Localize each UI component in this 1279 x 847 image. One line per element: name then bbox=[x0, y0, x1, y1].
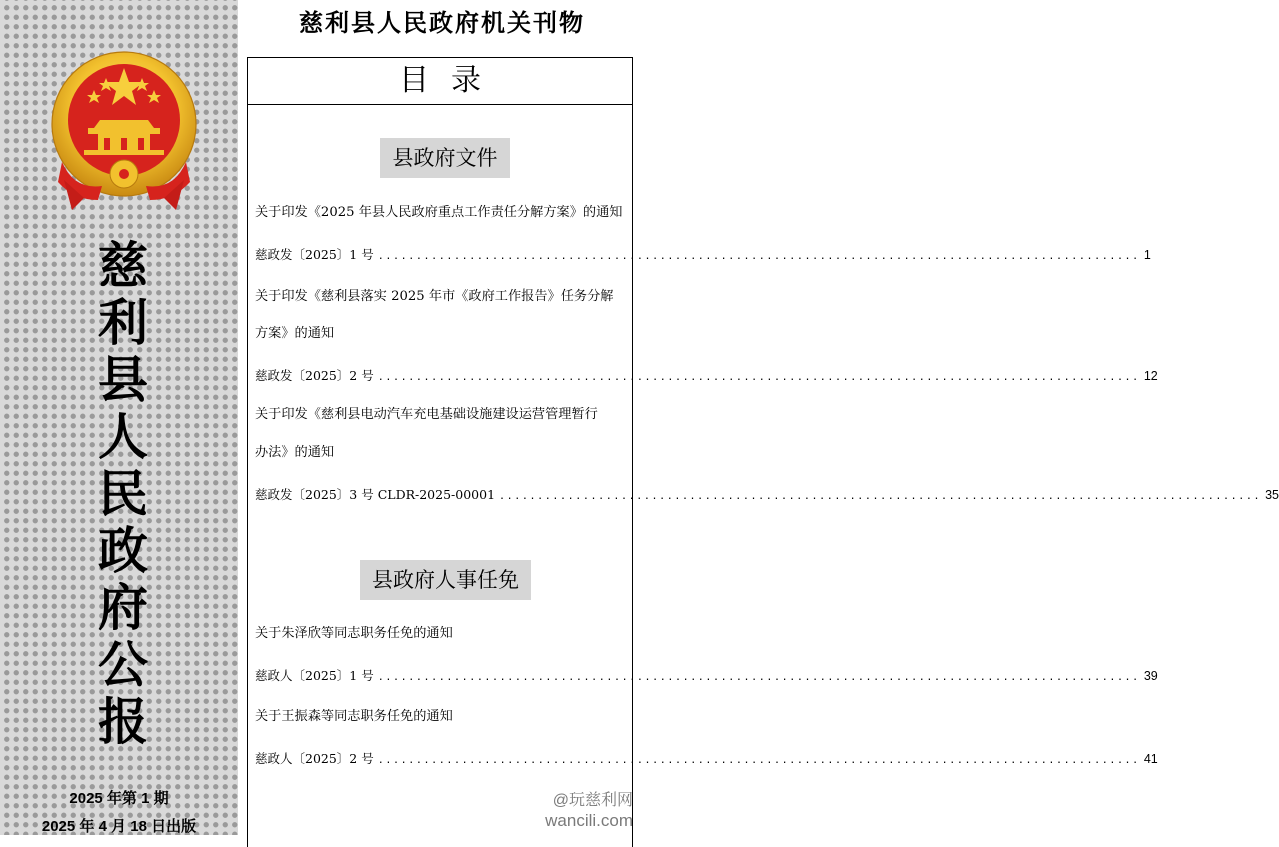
toc-title: 目录 bbox=[248, 58, 632, 105]
watermark-line2: wancili.com bbox=[545, 811, 633, 830]
toc-entry-title-cont[interactable]: 方案》的通知 bbox=[255, 326, 335, 341]
title-char: 利 bbox=[98, 294, 148, 352]
leader-dots: .................................................................................................... bbox=[377, 672, 1140, 683]
page-number: 12 bbox=[1143, 369, 1158, 383]
leader-dots: .................................................................................................... bbox=[377, 755, 1140, 766]
title-char: 报 bbox=[98, 693, 148, 751]
national-emblem-icon bbox=[44, 50, 204, 212]
title-char: 政 bbox=[98, 522, 148, 580]
section-heading: 县政府人事任免 bbox=[360, 560, 531, 600]
toc-entry-ref[interactable] bbox=[255, 667, 1158, 687]
cover-side-panel bbox=[0, 0, 238, 835]
doc-number: 慈政发〔2025〕3 号 CLDR-2025-00001 bbox=[255, 487, 496, 502]
toc-entry-title[interactable]: 关于印发《慈利县落实 2025 年市《政府工作报告》任务分解 bbox=[255, 289, 614, 304]
doc-number: 慈政人〔2025〕1 号 bbox=[255, 668, 374, 683]
site-watermark bbox=[545, 791, 633, 831]
doc-number: 慈政人〔2025〕2 号 bbox=[255, 751, 374, 766]
title-char: 民 bbox=[98, 465, 148, 523]
issue-date: 2025 年 4 月 18 日出版 bbox=[41, 818, 197, 835]
page-number: 1 bbox=[1143, 248, 1151, 262]
leader-dots: .................................................................................................... bbox=[499, 491, 1262, 502]
bulletin-vertical-title bbox=[84, 238, 162, 751]
title-char: 公 bbox=[98, 636, 148, 694]
page-number: 41 bbox=[1143, 752, 1158, 766]
section-heading: 县政府文件 bbox=[380, 138, 510, 178]
toc-entry-title[interactable]: 关于王振森等同志职务任免的通知 bbox=[255, 709, 453, 724]
page-number: 35 bbox=[1265, 488, 1279, 502]
title-char: 慈 bbox=[98, 237, 148, 295]
toc-entry-ref[interactable] bbox=[255, 367, 1158, 387]
masthead-title: 慈利县人民政府机关刊物 bbox=[299, 9, 585, 37]
title-char: 府 bbox=[98, 579, 148, 637]
doc-number: 慈政发〔2025〕2 号 bbox=[255, 368, 374, 383]
doc-number: 慈政发〔2025〕1 号 bbox=[255, 247, 374, 262]
issue-number: 2025 年第 1 期 bbox=[69, 790, 169, 807]
title-char: 人 bbox=[98, 408, 148, 466]
toc-entry-ref[interactable] bbox=[255, 246, 1151, 266]
toc-entry-title[interactable]: 关于朱泽欣等同志职务任免的通知 bbox=[255, 626, 453, 641]
watermark-line1: @玩慈利网 bbox=[552, 792, 633, 809]
page-number: 39 bbox=[1143, 669, 1158, 683]
toc-entry-ref[interactable] bbox=[255, 486, 1279, 506]
leader-dots: .................................................................................................... bbox=[377, 372, 1140, 383]
toc-entry-ref[interactable] bbox=[255, 750, 1158, 770]
toc-entry-title[interactable]: 关于印发《慈利县电动汽车充电基础设施建设运营管理暂行 bbox=[255, 407, 598, 422]
leader-dots: .................................................................................................... bbox=[377, 251, 1140, 262]
toc-entry-title[interactable]: 关于印发《2025 年县人民政府重点工作责任分解方案》的通知 bbox=[255, 205, 623, 220]
title-char: 县 bbox=[98, 351, 148, 409]
toc-entry-title-cont[interactable]: 办法》的通知 bbox=[255, 445, 335, 460]
